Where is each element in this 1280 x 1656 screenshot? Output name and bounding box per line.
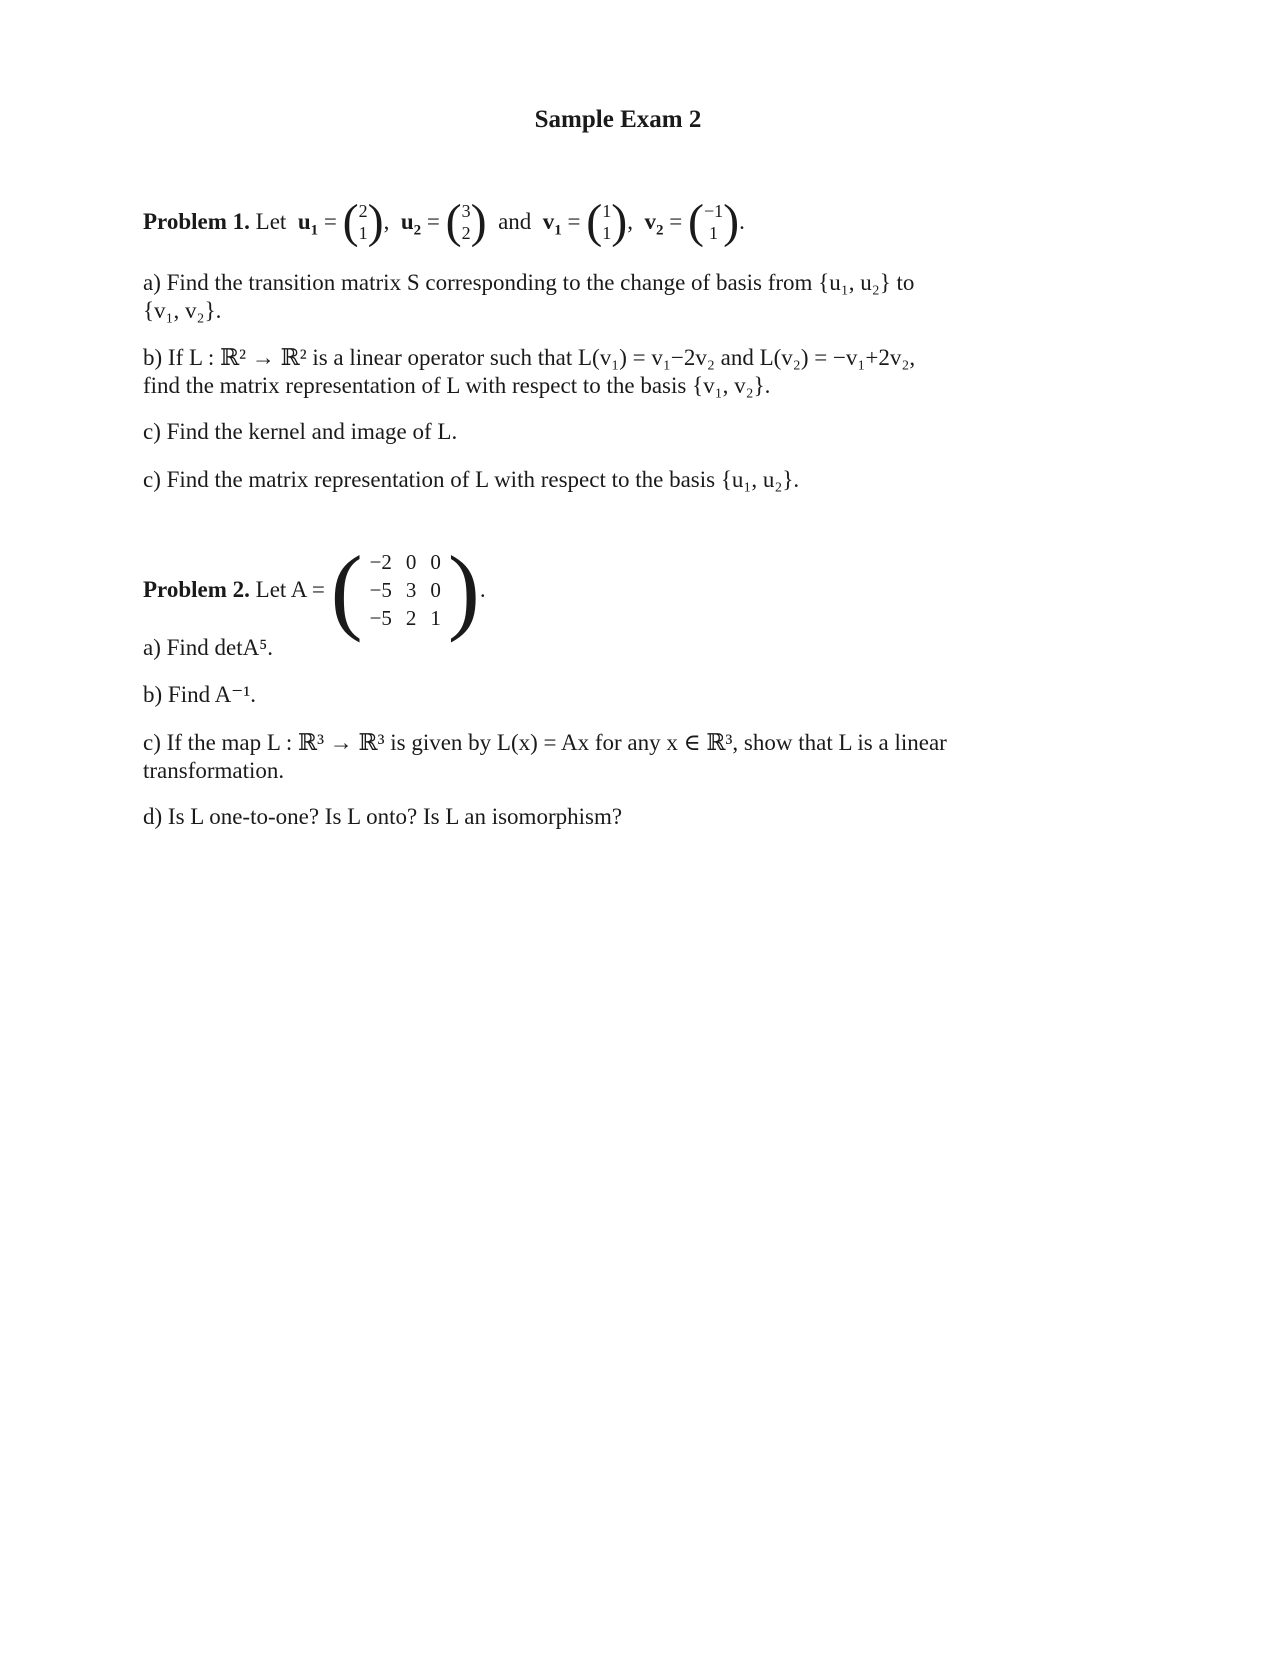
- problem1-part-b-line1: b) If L : ℝ² → ℝ² is a linear operator such that L(v₁) = v₁−2v₂ and L(v₂) = −v₁+2v₂,: [143, 345, 916, 370]
- problem1-part-b-line2: find the matrix representation of L with respect to the basis {v₁, v₂}.: [143, 373, 771, 398]
- problem1-part-a-line2: {v₁, v₂}.: [143, 298, 222, 323]
- problem1-intro: Let: [255, 209, 287, 234]
- u1-left-paren: (: [342, 195, 359, 248]
- problem2-part-a: a) Find detA⁵.: [143, 635, 274, 660]
- matrix-row: −5 2 1: [369, 606, 441, 630]
- u2-right-paren: ): [470, 195, 487, 248]
- problem2-definition: Problem 2. Let A = ( −2 0 0 −5 3 0 −5 2 1 ) .: [143, 536, 486, 643]
- matrix-right-paren: ): [447, 536, 480, 643]
- u1-right-paren: ): [367, 195, 384, 248]
- problem1-definition: Problem 1. Let $u_1$ = ( 2 1 ) , $u_2$ = ( 3 2 ) and $v_1$ = ( 1 1 ) , $v_2$ = ( −1 1 ) .: [143, 195, 745, 248]
- problem2-intro: Let A =: [255, 577, 325, 602]
- problem1-part-c-kernel: c) Find the kernel and image of L.: [143, 419, 458, 444]
- matrix-row: −5 3 0: [369, 578, 441, 602]
- v1-left-paren: (: [586, 195, 603, 248]
- u2-left-paren: (: [445, 195, 462, 248]
- v2-right-paren: ): [723, 195, 740, 248]
- matrix-left-paren: (: [330, 536, 363, 643]
- v1-right-paren: ): [611, 195, 628, 248]
- and-word: and: [498, 209, 532, 234]
- v2-left-paren: (: [687, 195, 704, 248]
- problem2-part-b: b) Find A⁻¹.: [143, 682, 256, 707]
- problem2-part-c-line2: transformation.: [143, 758, 285, 783]
- u2-symbol: $u_2$: [400, 209, 422, 239]
- problem2-part-c-line1: c) If the map L : ℝ³ → ℝ³ is given by L(x) = Ax for any x ∈ ℝ³, show that L is a linear: [143, 730, 947, 755]
- v1-symbol: $v_1$: [542, 209, 562, 239]
- u2-vector: 3 2: [461, 201, 471, 243]
- problem1-part-c-matrix: c) Find the matrix representation of L with respect to the basis {u₁, u₂}.: [143, 467, 800, 492]
- v2-vector: −1 1: [703, 201, 724, 243]
- problem1-part-a-line1: a) Find the transition matrix S corresponding to the change of basis from {u₁, u₂} to: [143, 270, 915, 295]
- matrix-row: −2 0 0: [369, 550, 441, 574]
- matrix-a: [363, 548, 448, 632]
- u1-symbol: $u_1$: [297, 209, 319, 239]
- u1-vector: 2 1: [358, 201, 368, 243]
- page-title: Sample Exam 2: [534, 106, 702, 133]
- v1-vector: 1 1: [602, 201, 612, 243]
- v2-symbol: $v_2$: [644, 209, 664, 239]
- problem1-label: Problem 1.: [143, 209, 250, 234]
- problem2-label: Problem 2.: [143, 577, 250, 602]
- problem2-part-d: d) Is L one-to-one? Is L onto? Is L an isomorphism?: [143, 804, 623, 829]
